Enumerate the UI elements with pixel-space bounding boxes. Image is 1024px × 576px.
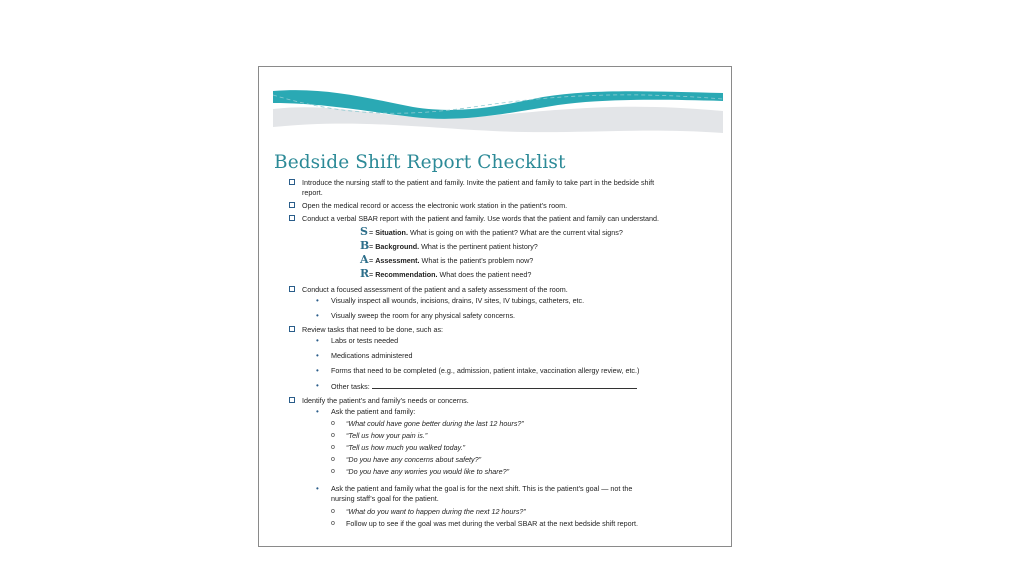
- sbar-row-assessment: = Assessment. What is the patient’s problem now?: [369, 256, 534, 265]
- bullet-marker: •: [316, 366, 319, 375]
- bullet-marker: •: [316, 311, 319, 320]
- item-open-record: Open the medical record or access the electronic work station in the patient’s room.: [302, 201, 568, 210]
- bullet-goal-line1: Ask the patient and family what the goal is for the next shift. This is the patient’s goal — not the: [331, 484, 633, 493]
- item-identify-needs: Identify the patient’s and family’s needs or concerns.: [302, 396, 469, 405]
- bullet-other-tasks: Other tasks:: [331, 382, 637, 391]
- sub-bullet-marker: o: [331, 508, 335, 515]
- checklist-document: [258, 66, 732, 547]
- sub-bullet-marker: o: [331, 456, 335, 463]
- sub-bullet-marker: o: [331, 468, 335, 475]
- item-introduce-line2: report.: [302, 188, 323, 197]
- bullet-goal-line2: nursing staff’s goal for the patient.: [331, 494, 439, 503]
- bullet-forms: Forms that need to be completed (e.g., admission, patient intake, vaccination allergy review, etc.): [331, 366, 640, 375]
- sub-bullet-marker: o: [331, 432, 335, 439]
- sub-bullet-marker: o: [331, 520, 335, 527]
- followup-goal: Follow up to see if the goal was met during the verbal SBAR at the next bedside shift report.: [346, 519, 639, 528]
- question-worries: “Do you have any worries you would like to share?”: [346, 467, 509, 476]
- bullet-marker: •: [316, 296, 319, 305]
- checkbox-review-tasks[interactable]: [289, 326, 295, 332]
- bullet-medications: Medications administered: [331, 351, 413, 360]
- bullet-marker: •: [316, 336, 319, 345]
- question-next-12-hours: “What do you want to happen during the next 12 hours?”: [346, 507, 526, 516]
- sbar-letter-r: R: [360, 267, 370, 280]
- checklist-content: [259, 67, 732, 547]
- question-could-go-better: “What could have gone better during the last 12 hours?”: [346, 419, 524, 428]
- item-focused-assessment: Conduct a focused assessment of the patient and a safety assessment of the room.: [302, 285, 568, 294]
- item-introduce-line1: Introduce the nursing staff to the patient and family. Invite the patient and family to take part in the bedside shift: [302, 178, 655, 187]
- sbar-letter-b: B: [360, 239, 370, 252]
- question-safety: “Do you have any concerns about safety?”: [346, 455, 482, 464]
- sbar-row-background: = Background. What is the pertinent patient history?: [369, 242, 538, 251]
- item-sbar-intro: Conduct a verbal SBAR report with the patient and family. Use words that the patient and family can understand.: [302, 214, 660, 223]
- sbar-row-situation: = Situation. What is going on with the patient? What are the current vital signs?: [369, 228, 623, 237]
- checkbox-focused-assessment[interactable]: [289, 286, 295, 292]
- bullet-marker: •: [316, 351, 319, 360]
- bullet-marker: •: [316, 484, 319, 493]
- bullet-marker: •: [316, 407, 319, 416]
- sbar-row-recommendation: = Recommendation. What does the patient need?: [369, 270, 532, 279]
- checkbox-open-record[interactable]: [289, 202, 295, 208]
- item-review-tasks: Review tasks that need to be done, such as:: [302, 325, 444, 334]
- bullet-labs: Labs or tests needed: [331, 336, 399, 345]
- sub-bullet-marker: o: [331, 420, 335, 427]
- checkbox-sbar[interactable]: [289, 215, 295, 221]
- question-pain: “Tell us how your pain is.”: [346, 431, 428, 440]
- bullet-inspect: Visually inspect all wounds, incisions, drains, IV sites, IV tubings, catheters, etc.: [331, 296, 585, 305]
- sbar-letter-a: A: [360, 253, 369, 266]
- bullet-ask: Ask the patient and family:: [331, 407, 416, 416]
- page-title: Bedside Shift Report Checklist: [274, 152, 566, 173]
- sbar-letter-s: S: [360, 225, 368, 238]
- sub-bullet-marker: o: [331, 444, 335, 451]
- bullet-marker: •: [316, 381, 319, 390]
- bullet-sweep: Visually sweep the room for any physical safety concerns.: [331, 311, 516, 320]
- checkbox-identify-needs[interactable]: [289, 397, 295, 403]
- other-tasks-blank[interactable]: [372, 382, 637, 389]
- question-walked: “Tell us how much you walked today.”: [346, 443, 466, 452]
- checkbox-introduce[interactable]: [289, 179, 295, 185]
